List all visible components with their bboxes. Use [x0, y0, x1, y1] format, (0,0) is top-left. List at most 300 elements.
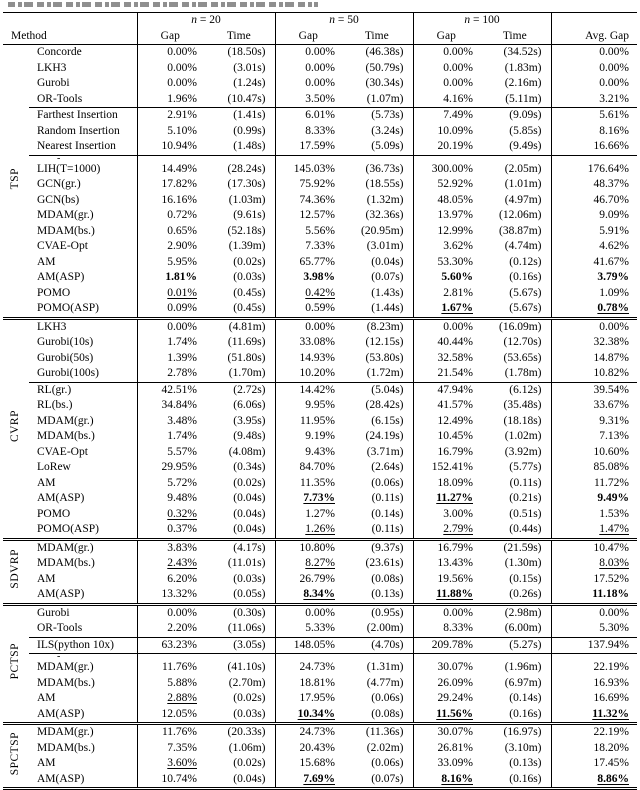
time-cell: (12.06m): [499, 209, 542, 221]
time-cell: (0.02s): [233, 692, 266, 704]
time-cell: (11.69s): [227, 336, 266, 348]
table-row: [3, 270, 637, 286]
table-row: [3, 398, 637, 414]
avg-gap-cell: 7.13%: [551, 429, 637, 445]
gap-cell: 11.56%: [413, 707, 479, 724]
time-cell: (18.50s): [227, 46, 266, 58]
n-symbol: n: [191, 14, 197, 26]
gap-cell: 8.33%: [413, 621, 479, 637]
gap-cell: 42.51%: [137, 382, 203, 398]
time-cell: (23.61s): [365, 557, 404, 569]
gap-cell: 1.67%: [413, 301, 479, 318]
gap-cell: 11.27%: [413, 491, 479, 507]
results-table: [3, 12, 637, 790]
time-cell: (16.09m): [499, 320, 542, 333]
gap-cell: 0.32%: [137, 507, 203, 523]
gap-cell: 33.08%: [275, 335, 341, 351]
gap-cell: 17.59%: [275, 139, 341, 155]
avg-gap-cell: 10.60%: [551, 445, 637, 461]
time-cell: (2.98m): [504, 606, 542, 619]
avg-gap-cell: 16.66%: [551, 139, 637, 155]
time-cell: (46.38s): [365, 46, 404, 58]
gap-cell: 11.88%: [413, 587, 479, 604]
time-cell: (0.03s): [203, 707, 275, 724]
column-group-n50: [275, 13, 413, 29]
gap-cell: 48.05%: [413, 193, 479, 209]
gap-cell: 12.05%: [137, 707, 203, 724]
time-cell: (52.18s): [227, 224, 266, 237]
avg-gap-cell: 16.69%: [551, 691, 637, 707]
time-cell: (28.42s): [365, 399, 404, 411]
time-cell: (1.24s): [233, 77, 266, 89]
table-row: [3, 707, 637, 724]
time-cell: (0.02s): [233, 476, 266, 489]
time-cell: (10.47s): [227, 92, 266, 105]
gap-cell: 152.41%: [413, 460, 479, 476]
gap-cell: 5.57%: [137, 445, 203, 461]
method-cell: Concorde: [37, 46, 82, 58]
time-cell: (0.21s): [509, 492, 542, 504]
gap-cell: 1.74%: [137, 335, 203, 351]
gap-cell: 26.81%: [413, 741, 479, 757]
group-label: PCTSP: [9, 643, 22, 680]
time-cell: (0.03s): [233, 572, 266, 585]
time-cell: (6.00m): [504, 622, 542, 634]
avg-gap-cell: 9.49%: [551, 491, 637, 507]
gap-cell: 10.45%: [413, 429, 479, 445]
method-cell: Gurobi(100s): [37, 367, 99, 379]
column-header-avg-gap: Avg. Gap: [551, 29, 637, 45]
gap-cell: 0.00%: [275, 318, 341, 335]
table-row: [3, 676, 637, 692]
time-cell: (2.64s): [371, 461, 404, 473]
gap-cell: 0.00%: [275, 45, 341, 61]
avg-gap-cell: 18.20%: [551, 741, 637, 757]
table-row: [3, 301, 637, 318]
method-cell: Gurobi: [37, 606, 70, 619]
gap-cell: 14.42%: [275, 382, 341, 398]
table-row: [3, 92, 637, 108]
avg-gap-cell: 9.09%: [551, 208, 637, 224]
method-cell: GCN(bs): [37, 193, 80, 206]
avg-gap-cell: 0.00%: [551, 318, 637, 335]
method-cell: MDAM(bs.): [37, 557, 95, 569]
gap-cell: 2.81%: [413, 286, 479, 302]
time-cell: (3.01m): [366, 240, 404, 252]
time-cell: (0.26s): [479, 587, 551, 604]
gap-cell: 74.36%: [275, 193, 341, 209]
group-label-cell: [3, 724, 29, 789]
avg-gap-cell: 1.47%: [551, 522, 637, 539]
gap-cell: 0.00%: [275, 604, 341, 621]
gap-cell: 18.09%: [413, 476, 479, 492]
time-cell: (1.30m): [504, 557, 542, 569]
gap-cell: 84.70%: [275, 460, 341, 476]
time-cell: (2.16m): [504, 77, 542, 89]
avg-gap-cell: 22.19%: [551, 660, 637, 676]
method-cell: MDAM(gr.): [37, 209, 94, 221]
gap-cell: 12.57%: [275, 208, 341, 224]
table-row: [3, 414, 637, 430]
method-cell: POMO: [37, 286, 71, 299]
time-cell: (0.04s): [233, 492, 266, 504]
time-cell: (1.06m): [228, 741, 266, 754]
table-row: [3, 255, 637, 271]
table-row: [3, 476, 637, 492]
table-row: [3, 382, 637, 398]
time-cell: (11.36s): [365, 726, 404, 738]
table-row: [3, 61, 637, 77]
time-cell: (9.61s): [233, 209, 266, 221]
avg-gap-cell: 8.16%: [551, 124, 637, 140]
time-cell: (24.19s): [365, 430, 404, 442]
time-cell: (0.08s): [371, 572, 404, 585]
table-row: [3, 756, 637, 772]
gap-cell: 34.84%: [137, 398, 203, 414]
gap-cell: 14.49%: [137, 162, 203, 178]
n-symbol: n: [464, 14, 471, 26]
avg-gap-cell: 5.91%: [551, 224, 637, 240]
table-row: [3, 621, 637, 637]
table-row: [3, 162, 637, 178]
gap-cell: 8.27%: [275, 556, 341, 572]
time-cell: (1.03m): [228, 193, 266, 206]
gap-cell: 10.34%: [275, 707, 341, 724]
time-cell: (0.16s): [479, 772, 551, 789]
gap-cell: 11.95%: [275, 414, 341, 430]
time-cell: (35.48s): [503, 399, 542, 411]
time-cell: (0.14s): [371, 507, 404, 520]
time-cell: (6.15s): [371, 414, 404, 427]
time-cell: (0.04s): [203, 522, 275, 539]
gap-cell: 10.09%: [413, 124, 479, 140]
avg-gap-cell: 0.78%: [551, 301, 637, 318]
method-cell: OR-Tools: [37, 92, 83, 105]
gap-cell: 30.07%: [413, 724, 479, 741]
time-cell: (0.05s): [203, 587, 275, 604]
table-row: [3, 177, 637, 193]
table-row: [3, 572, 637, 588]
method-cell: MDAM(bs.): [37, 741, 95, 754]
gap-cell: 0.00%: [413, 76, 479, 92]
gap-cell: 11.35%: [275, 476, 341, 492]
gap-cell: 9.48%: [137, 491, 203, 507]
gap-cell: 7.49%: [413, 108, 479, 124]
gap-cell: 26.79%: [275, 572, 341, 588]
gap-cell: 5.33%: [275, 621, 341, 637]
time-cell: (0.06s): [371, 757, 404, 769]
gap-cell: 0.00%: [413, 61, 479, 77]
table-row: [3, 366, 637, 382]
time-cell: (28.24s): [227, 162, 266, 175]
avg-gap-cell: 17.52%: [551, 572, 637, 588]
time-cell: (34.52s): [503, 46, 542, 58]
gap-cell: 3.48%: [137, 414, 203, 430]
time-cell: (0.45s): [203, 301, 275, 318]
column-header-method: Method: [3, 29, 137, 45]
gap-cell: 7.73%: [275, 491, 341, 507]
avg-gap-cell: 0.00%: [551, 76, 637, 92]
avg-gap-cell: 5.61%: [551, 108, 637, 124]
time-cell: (1.02m): [504, 430, 542, 442]
avg-gap-cell: 137.94%: [551, 637, 637, 654]
gap-cell: 0.00%: [137, 61, 203, 77]
gap-cell: 3.60%: [137, 756, 203, 772]
gap-cell: 33.09%: [413, 756, 479, 772]
time-cell: (0.07s): [371, 271, 404, 283]
time-cell: (4.17s): [233, 541, 266, 554]
time-cell: (1.48s): [233, 140, 266, 152]
time-cell: (4.97m): [504, 193, 542, 206]
table-row: [3, 108, 637, 124]
gap-cell: 2.78%: [137, 366, 203, 382]
time-cell: (11.06s): [227, 622, 266, 634]
avg-gap-cell: 176.64%: [551, 162, 637, 178]
gap-cell: 10.94%: [137, 139, 203, 155]
avg-gap-cell: 17.45%: [551, 756, 637, 772]
time-cell: (4.74m): [504, 240, 542, 252]
table-row: [3, 224, 637, 240]
method-cell: GCN(gr.): [37, 178, 81, 190]
gap-cell: 2.79%: [413, 522, 479, 539]
time-cell: (30.34s): [365, 77, 404, 89]
gap-cell: 16.79%: [413, 539, 479, 556]
method-cell: -: [29, 654, 137, 661]
avg-gap-cell: 4.62%: [551, 239, 637, 255]
gap-cell: 16.79%: [413, 445, 479, 461]
time-cell: (0.06s): [371, 476, 404, 489]
time-cell: (53.80s): [365, 351, 404, 364]
table-row: [3, 124, 637, 140]
time-cell: (0.07s): [341, 772, 413, 789]
cropped-caption-text: [8, 2, 318, 7]
time-cell: (41.10s): [227, 661, 266, 673]
gap-cell: 53.30%: [413, 255, 479, 271]
gap-cell: 16.16%: [137, 193, 203, 209]
gap-cell: 3.62%: [413, 239, 479, 255]
gap-cell: 0.00%: [275, 76, 341, 92]
gap-cell: 4.16%: [413, 92, 479, 108]
gap-cell: 148.05%: [275, 637, 341, 654]
method-cell: POMO: [37, 507, 71, 520]
avg-gap-cell: 11.18%: [551, 587, 637, 604]
time-cell: (17.30s): [227, 178, 266, 190]
table-row: [3, 587, 637, 604]
gap-cell: 52.92%: [413, 177, 479, 193]
time-cell: (18.18s): [503, 414, 542, 427]
n-value: = 20: [199, 14, 221, 26]
time-cell: (5.77s): [509, 461, 542, 473]
method-cell: MDAM(bs.): [37, 224, 95, 237]
time-cell: (0.95s): [371, 606, 404, 619]
group-label: CVRP: [9, 410, 22, 443]
method-cell: AM(ASP): [29, 772, 137, 789]
gap-cell: 8.34%: [275, 587, 341, 604]
table-row: [3, 208, 637, 224]
time-cell: (2.70m): [228, 676, 266, 689]
gap-cell: 20.19%: [413, 139, 479, 155]
time-cell: (4.77m): [366, 676, 404, 689]
gap-cell: 65.77%: [275, 255, 341, 271]
avg-gap-cell: 10.82%: [551, 366, 637, 382]
time-cell: (1.01m): [504, 178, 542, 190]
gap-cell: 0.72%: [137, 208, 203, 224]
gap-cell: 8.33%: [275, 124, 341, 140]
avg-gap-cell: 14.87%: [551, 351, 637, 367]
method-cell: LKH3: [37, 61, 67, 74]
gap-cell: 2.20%: [137, 621, 203, 637]
gap-cell: 21.54%: [413, 366, 479, 382]
gap-cell: 0.37%: [137, 522, 203, 539]
time-cell: (0.30s): [233, 606, 266, 619]
header-sub-row: [3, 29, 637, 45]
time-cell: (2.00m): [366, 622, 404, 634]
avg-gap-cell: 0.00%: [551, 45, 637, 61]
header-group-row: [3, 13, 637, 29]
method-cell: ILS(python 10x): [29, 637, 137, 654]
time-cell: (50.79s): [365, 61, 404, 74]
time-cell: (5.67s): [509, 286, 542, 299]
time-cell: (0.14s): [509, 692, 542, 704]
time-cell: (5.11m): [505, 92, 542, 105]
column-header-gap: Gap: [275, 29, 341, 45]
gap-cell: 5.10%: [137, 124, 203, 140]
gap-cell: 5.95%: [137, 255, 203, 271]
avg-gap-cell: 11.32%: [551, 707, 637, 724]
time-cell: (1.39m): [228, 240, 266, 252]
gap-cell: 1.27%: [275, 507, 341, 523]
time-cell: (0.06s): [371, 692, 404, 704]
avg-gap-cell: 41.67%: [551, 255, 637, 271]
gap-cell: 0.09%: [137, 301, 203, 318]
column-header-gap: Gap: [137, 29, 203, 45]
column-header-time: Time: [341, 29, 413, 45]
gap-cell: 18.81%: [275, 676, 341, 692]
time-cell: (1.41s): [203, 108, 275, 124]
gap-cell: 0.00%: [413, 318, 479, 335]
table-row: [3, 239, 637, 255]
table-row: [3, 772, 637, 789]
table-row: [3, 445, 637, 461]
gap-cell: 1.81%: [137, 270, 203, 286]
method-cell: Farthest Insertion: [29, 108, 137, 124]
table-row: [3, 604, 637, 621]
gap-cell: 3.83%: [137, 539, 203, 556]
gap-cell: 14.93%: [275, 351, 341, 367]
gap-cell: 63.23%: [137, 637, 203, 654]
group-label: SPCTSP: [9, 732, 22, 776]
time-cell: (32.36s): [365, 209, 404, 221]
time-cell: (0.04s): [233, 507, 266, 520]
gap-cell: 3.98%: [275, 270, 341, 286]
time-cell: (6.12s): [479, 382, 551, 398]
gap-cell: 29.95%: [137, 460, 203, 476]
method-cell: AM(ASP): [37, 492, 85, 504]
gap-cell: 209.78%: [413, 637, 479, 654]
gap-cell: 0.00%: [137, 45, 203, 61]
time-cell: (18.55s): [365, 178, 404, 190]
column-header-time: Time: [203, 29, 275, 45]
gap-cell: 1.74%: [137, 429, 203, 445]
gap-cell: 9.19%: [275, 429, 341, 445]
gap-cell: 5.56%: [275, 224, 341, 240]
table-row: [3, 691, 637, 707]
time-cell: (9.37s): [371, 541, 404, 554]
avg-gap-cell: 32.38%: [551, 335, 637, 351]
gap-cell: 24.73%: [275, 724, 341, 741]
time-cell: (9.48s): [233, 430, 266, 442]
method-cell: -: [29, 155, 137, 162]
table-row: [3, 507, 637, 523]
method-cell: AM: [37, 692, 56, 704]
avg-gap-cell: 3.79%: [551, 270, 637, 286]
gap-cell: 40.44%: [413, 335, 479, 351]
gap-cell: 5.72%: [137, 476, 203, 492]
gap-cell: 1.26%: [275, 522, 341, 539]
time-cell: (0.11s): [371, 492, 404, 504]
time-cell: (0.02s): [233, 757, 266, 769]
time-cell: (2.02m): [366, 741, 404, 754]
avg-gap-cell: 3.21%: [551, 92, 637, 108]
gap-cell: 2.91%: [137, 108, 203, 124]
method-cell: AM: [37, 476, 56, 489]
method-cell: LKH3: [37, 320, 67, 333]
gap-cell: 17.95%: [275, 691, 341, 707]
method-cell: AM: [37, 757, 56, 769]
gap-cell: 19.56%: [413, 572, 479, 588]
method-cell: POMO(ASP): [29, 301, 137, 318]
time-cell: (5.67s): [479, 301, 551, 318]
avg-gap-cell: 22.19%: [551, 724, 637, 741]
method-cell: Gurobi(10s): [37, 336, 94, 348]
time-cell: (21.59s): [503, 541, 542, 554]
method-cell: Gurobi: [37, 77, 70, 89]
method-cell: RL(bs.): [37, 399, 73, 411]
gap-cell: 2.43%: [137, 556, 203, 572]
gap-cell: 8.16%: [413, 772, 479, 789]
table-row: [3, 556, 637, 572]
table-row: [3, 335, 637, 351]
gap-cell: 0.00%: [413, 45, 479, 61]
method-cell: MDAM(gr.): [37, 541, 94, 554]
gap-cell: 145.03%: [275, 162, 341, 178]
avg-gap-cell: 0.00%: [551, 61, 637, 77]
table-row: [3, 318, 637, 335]
table-row: [3, 491, 637, 507]
gap-cell: 10.74%: [137, 772, 203, 789]
time-cell: (38.87m): [499, 224, 542, 237]
method-cell: LIH(T=1000): [37, 162, 101, 175]
gap-cell: 26.09%: [413, 676, 479, 692]
gap-cell: 2.88%: [137, 691, 203, 707]
table-row: [3, 460, 637, 476]
method-cell: AM(ASP): [29, 587, 137, 604]
gap-cell: 5.88%: [137, 676, 203, 692]
gap-cell: 0.59%: [275, 301, 341, 318]
gap-cell: 10.80%: [275, 539, 341, 556]
gap-cell: 11.76%: [137, 724, 203, 741]
gap-cell: 7.35%: [137, 741, 203, 757]
time-cell: (20.95m): [361, 224, 404, 237]
time-cell: (53.65s): [503, 351, 542, 364]
time-cell: (0.02s): [233, 255, 266, 268]
gap-cell: 1.39%: [137, 351, 203, 367]
time-cell: (20.33s): [227, 726, 266, 738]
time-cell: (1.43s): [371, 286, 404, 299]
table-row: [3, 741, 637, 757]
gap-cell: 15.68%: [275, 756, 341, 772]
time-cell: (3.24s): [371, 124, 404, 137]
